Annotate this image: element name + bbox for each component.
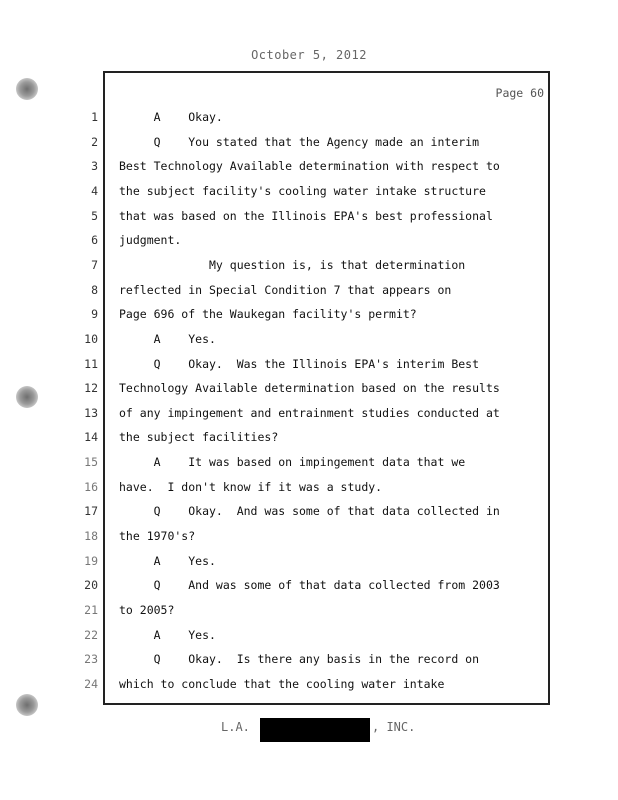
transcript-line: the 1970's? bbox=[119, 529, 196, 544]
line-number: 6 bbox=[91, 233, 98, 248]
transcript-line: Best Technology Available determination with respect to bbox=[119, 159, 500, 174]
transcript-date: October 5, 2012 bbox=[251, 48, 367, 62]
line-number: 24 bbox=[84, 676, 98, 691]
transcript-line: Q You stated that the Agency made an interim bbox=[119, 134, 480, 149]
transcript-line: reflected in Special Condition 7 that appears on bbox=[119, 282, 452, 297]
redaction-box bbox=[260, 718, 370, 742]
binder-hole-icon bbox=[16, 694, 38, 716]
line-number: 14 bbox=[84, 430, 98, 445]
transcript-line: Technology Available determination based on the results bbox=[119, 381, 500, 396]
transcript-line: My question is, is that determination bbox=[119, 257, 466, 272]
line-number: 5 bbox=[91, 208, 98, 223]
transcript-line: to 2005? bbox=[119, 603, 175, 617]
transcript-line: Q Okay. Was the Illinois EPA's interim Best bbox=[119, 356, 480, 371]
line-number: 2 bbox=[91, 134, 98, 149]
line-number: 10 bbox=[84, 331, 98, 346]
transcript-line: Q Okay. Is there any basis in the record on bbox=[119, 652, 480, 667]
transcript-line: have. I don't know if it was a study. bbox=[119, 479, 383, 494]
line-number: 21 bbox=[84, 603, 98, 617]
line-number: 23 bbox=[84, 652, 98, 667]
line-number: 13 bbox=[84, 405, 98, 420]
transcript-line: which to conclude that the cooling water intake bbox=[119, 676, 445, 691]
line-number: 22 bbox=[84, 627, 98, 642]
line-number: 7 bbox=[91, 257, 98, 272]
transcript-line: the subject facility's cooling water intake structure bbox=[119, 183, 486, 198]
transcript-line: A Okay. bbox=[119, 110, 223, 124]
line-number: 16 bbox=[84, 479, 98, 494]
binder-hole-icon bbox=[16, 78, 38, 100]
transcript-line: the subject facilities? bbox=[119, 430, 279, 445]
binder-hole-icon bbox=[16, 386, 38, 408]
transcript-line: Q And was some of that data collected from 2003 bbox=[119, 578, 500, 593]
line-number: 8 bbox=[91, 282, 98, 297]
footer-reporter-suffix: , INC. bbox=[372, 720, 416, 734]
page-number: Page 60 bbox=[495, 86, 544, 100]
line-number: 20 bbox=[84, 578, 98, 593]
transcript-line: A It was based on impingement data that we bbox=[119, 455, 466, 470]
line-number: 19 bbox=[84, 553, 98, 568]
transcript-line: of any impingement and entrainment studies conducted at bbox=[119, 405, 500, 420]
line-number: 17 bbox=[84, 504, 98, 519]
line-number: 1 bbox=[91, 110, 98, 124]
transcript-line: Page 696 of the Waukegan facility's permit? bbox=[119, 307, 417, 322]
line-number: 15 bbox=[84, 455, 98, 470]
line-number: 18 bbox=[84, 529, 98, 544]
line-number: 11 bbox=[84, 356, 98, 371]
transcript-line: Q Okay. And was some of that data collected in bbox=[119, 504, 500, 519]
line-number: 12 bbox=[84, 381, 98, 396]
page-footer bbox=[0, 718, 618, 742]
transcript-line: A Yes. bbox=[119, 627, 216, 642]
line-number: 4 bbox=[91, 183, 98, 198]
transcript-line: judgment. bbox=[119, 233, 182, 248]
transcript-line: A Yes. bbox=[119, 331, 216, 346]
transcript-line: A Yes. bbox=[119, 553, 216, 568]
line-number: 9 bbox=[91, 307, 98, 322]
transcript-line: that was based on the Illinois EPA's best professional bbox=[119, 208, 493, 223]
line-number: 3 bbox=[91, 159, 98, 174]
footer-reporter-prefix: L.A. bbox=[221, 720, 250, 734]
